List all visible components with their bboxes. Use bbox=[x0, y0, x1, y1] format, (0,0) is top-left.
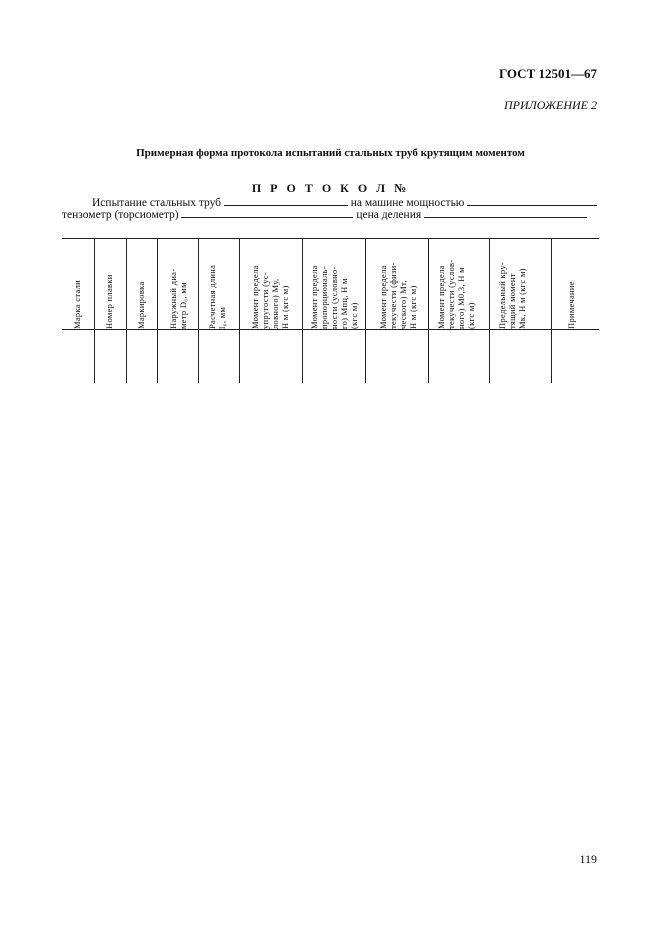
column-header-steel-grade: Марка стали bbox=[72, 279, 82, 329]
form-title: Примерная форма протокола испытаний стальных труб крутящим моментом bbox=[136, 147, 525, 159]
column-divider bbox=[94, 238, 95, 383]
protocol-heading: П Р О Т О К О Л № bbox=[251, 181, 410, 195]
column-divider bbox=[126, 238, 127, 383]
column-header-outer-diameter: Наружный диа- метр D₀, мм bbox=[168, 268, 188, 329]
standard-number: ГОСТ 12501—67 bbox=[498, 66, 597, 81]
column-header-marking: Маркировка bbox=[136, 281, 146, 329]
table-header-border bbox=[62, 329, 599, 330]
column-divider bbox=[239, 238, 240, 383]
tensometer-line bbox=[62, 207, 587, 221]
test-label: Испытание стальных труб bbox=[92, 197, 222, 209]
column-header-heat-number: Номер плавки bbox=[104, 274, 114, 329]
page-number: 119 bbox=[579, 852, 597, 866]
division-value-label: цена деления bbox=[356, 209, 422, 221]
machine-power-blank[interactable] bbox=[467, 195, 597, 206]
machine-power-label: на машине мощностью bbox=[350, 197, 465, 209]
column-divider bbox=[198, 238, 199, 383]
column-divider bbox=[428, 238, 429, 383]
test-blank[interactable] bbox=[224, 195, 348, 206]
column-header-ultimate-torque: Предельный кру- тящий момент Mк, Н м (кгс м) bbox=[497, 261, 527, 329]
column-divider bbox=[489, 238, 490, 383]
column-divider bbox=[365, 238, 366, 383]
division-value-blank[interactable] bbox=[424, 207, 587, 218]
appendix-label: ПРИЛОЖЕНИЕ 2 bbox=[504, 98, 597, 112]
column-header-yield-conditional-moment: Момент предела текучести (услов- ного) M0,3, Н м (кгс м) bbox=[436, 259, 476, 329]
column-divider bbox=[551, 238, 552, 383]
tensometer-label: тензометр (торсиометр) bbox=[62, 209, 179, 221]
column-header-yield-physical-moment: Момент предела текучести (физи- ческого) Mт, Н м (кгс м) bbox=[378, 262, 418, 329]
column-header-remarks: Примечание bbox=[566, 281, 576, 329]
column-divider bbox=[157, 238, 158, 383]
column-divider bbox=[302, 238, 303, 383]
column-header-gauge-length: Расчетная длина l₀, мм bbox=[207, 264, 227, 329]
tensometer-blank[interactable] bbox=[181, 207, 353, 218]
column-header-elastic-limit-moment: Момент предела упругости (ус- ловного) Mу, Н м (кгс м) bbox=[250, 265, 290, 329]
column-header-proportional-limit-moment: Момент предела пропорциональ- ности (условно- го) Mпц, Н м (кгс м) bbox=[309, 265, 359, 329]
